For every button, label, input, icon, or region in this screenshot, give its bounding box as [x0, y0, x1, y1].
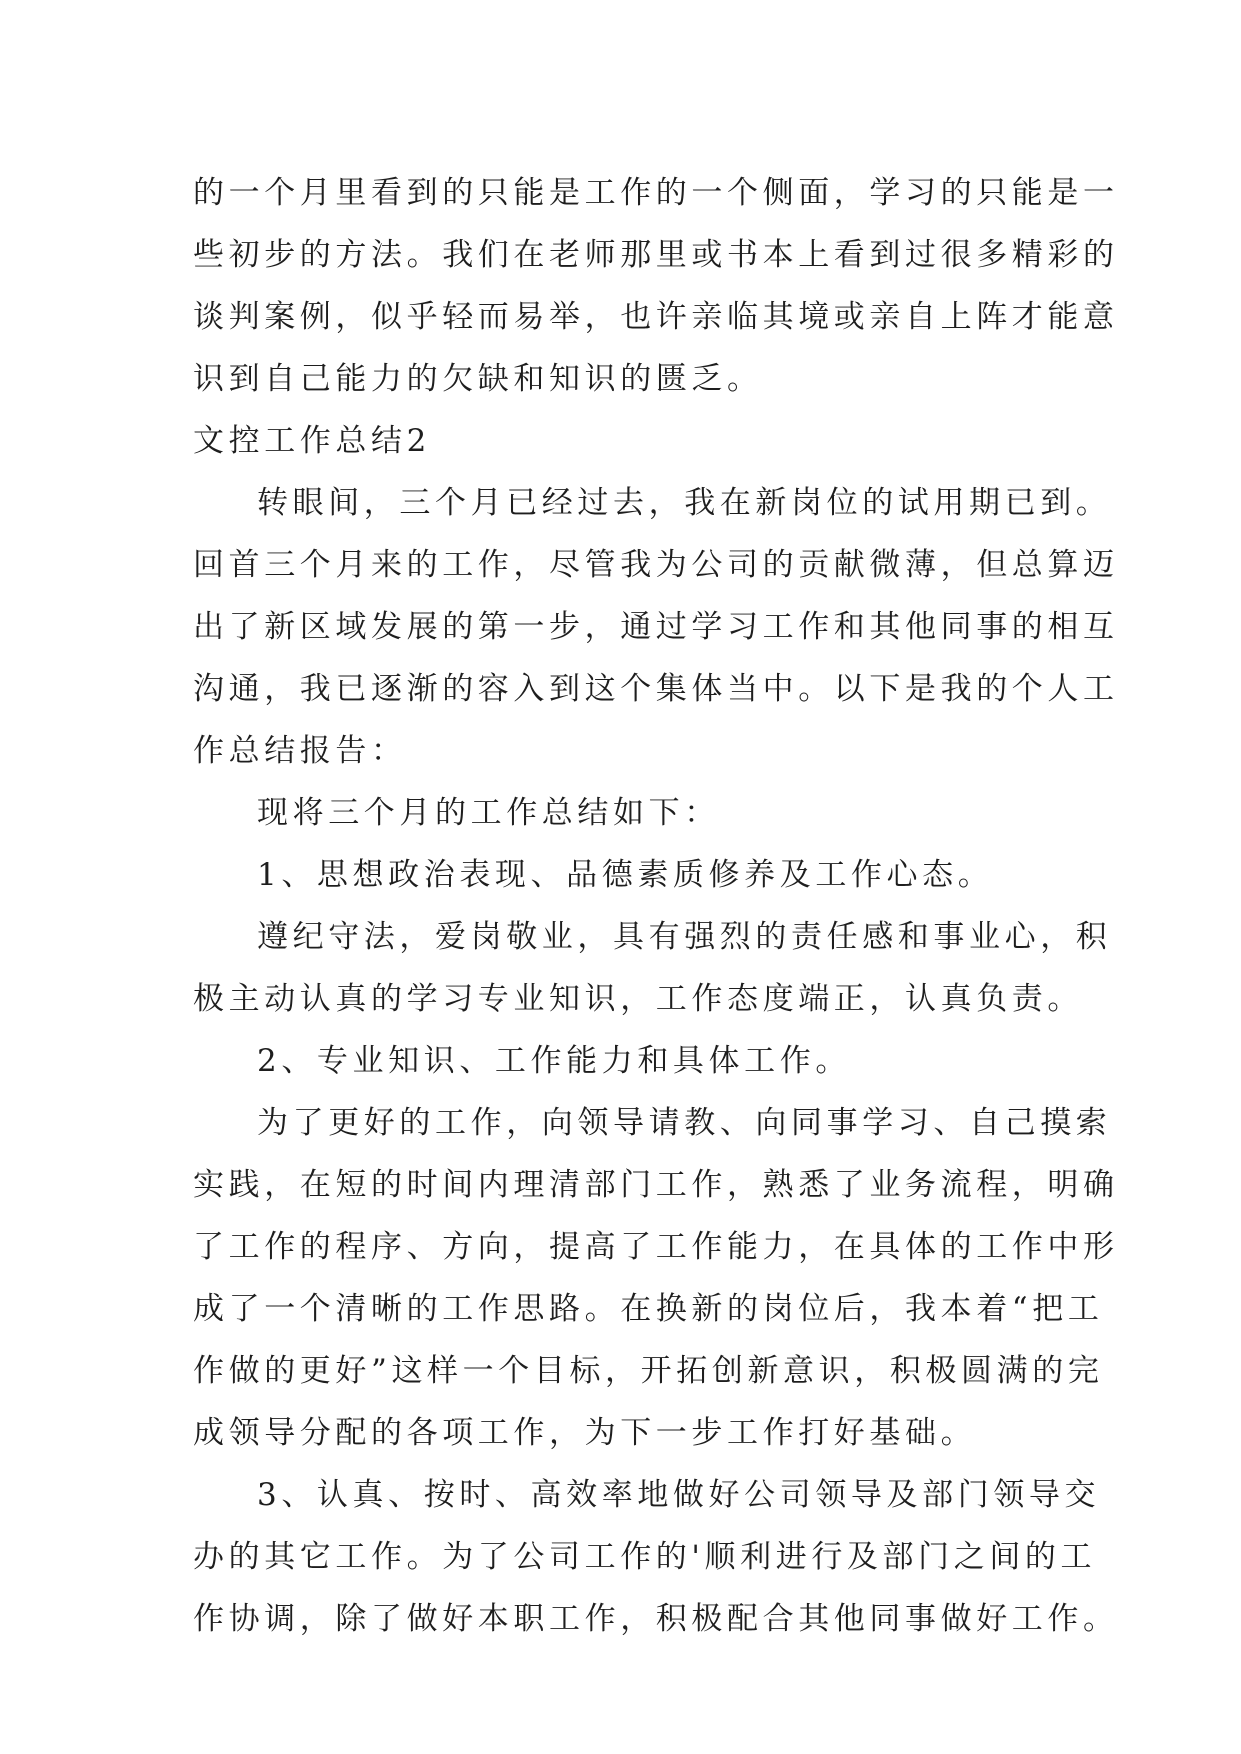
list-item-heading: 2、专业知识、工作能力和具体工作。 [257, 1043, 851, 1079]
list-item-heading: 3、认真、按时、高效率地做好公司领导及部门领导交 [257, 1477, 1101, 1513]
text-line: 识到自己能力的欠缺和知识的匮乏。 [193, 361, 763, 397]
paragraph-first-line: 遵纪守法，爱岗敬业，具有强烈的责任感和事业心，积 [257, 919, 1112, 955]
text-line: 作协调，除了做好本职工作，积极配合其他同事做好工作。 [193, 1601, 1119, 1637]
text-line: 办的其它工作。为了公司工作的'顺利进行及部门之间的工 [193, 1539, 1097, 1575]
text-line: 实践，在短的时间内理清部门工作，熟悉了业务流程，明确 [193, 1167, 1119, 1203]
paragraph-first-line: 现将三个月的工作总结如下： [257, 795, 720, 831]
text-line: 谈判案例，似乎轻而易举，也许亲临其境或亲自上阵才能意 [193, 299, 1119, 335]
text-line: 了工作的程序、方向，提高了工作能力，在具体的工作中形 [193, 1229, 1119, 1265]
text-line: 极主动认真的学习专业知识，工作态度端正，认真负责。 [193, 981, 1083, 1017]
paragraph-first-line: 为了更好的工作，向领导请教、向同事学习、自己摸索 [257, 1105, 1112, 1141]
text-line: 成了一个清晰的工作思路。在换新的岗位后，我本着“把工 [193, 1291, 1104, 1327]
text-line: 成领导分配的各项工作，为下一步工作打好基础。 [193, 1415, 977, 1451]
text-line: 回首三个月来的工作，尽管我为公司的贡献微薄，但总算迈 [193, 547, 1119, 583]
text-line: 作做的更好”这样一个目标，开拓创新意识，积极圆满的完 [193, 1353, 1104, 1389]
document-body [193, 162, 1119, 1650]
text-line: 的一个月里看到的只能是工作的一个侧面，学习的只能是一 [193, 175, 1119, 211]
text-line: 沟通，我已逐渐的容入到这个集体当中。以下是我的个人工 [193, 671, 1119, 707]
section-heading: 文控工作总结2 [193, 423, 431, 459]
text-line: 出了新区域发展的第一步，通过学习工作和其他同事的相互 [193, 609, 1119, 645]
paragraph-first-line: 转眼间，三个月已经过去，我在新岗位的试用期已到。 [257, 485, 1112, 521]
text-line: 些初步的方法。我们在老师那里或书本上看到过很多精彩的 [193, 237, 1119, 273]
list-item-heading: 1、思想政治表现、品德素质修养及工作心态。 [257, 857, 994, 893]
text-line: 作总结报告： [193, 733, 407, 769]
